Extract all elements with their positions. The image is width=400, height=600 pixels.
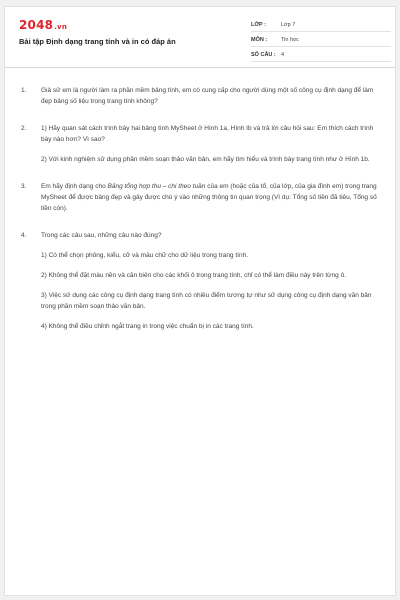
question-text-part: Em hãy định dạng cho <box>41 183 108 190</box>
question-text: Giả sử em là người làm ra phần mềm bảng tính, em có cung cấp cho người dùng một số công cụ định dạng để làm đẹp bảng số liệu trong trang tính không? <box>41 87 374 105</box>
question-text <box>41 181 377 214</box>
question-number: 1. <box>21 87 27 94</box>
meta-label: SỐ CÂU : <box>251 52 276 58</box>
question-subpart: 3) Việc sử dụng các công cụ định dạng trang tính có nhiều điểm tương tự như sử dụng công cụ định dạng văn bản trong phần mềm soạn thảo văn bản. <box>41 292 372 310</box>
question-item <box>21 230 377 332</box>
question-subpart: 2) Với kinh nghiệm sử dụng phần mềm soạn thảo văn bản, em hãy tìm hiểu và trình bày trang tính như ở Hình 1b. <box>41 156 370 163</box>
meta-row-class <box>251 19 391 32</box>
question-text: Trong các câu sau, những câu nào đúng? <box>41 232 162 239</box>
meta-label: LỚP : <box>251 22 266 28</box>
question-text-part: của em (hoặc của tổ, của lớp, của gia đình em) trong trang MySheet để được bảng đẹp và gây được chú ý vào những thông tin quan trọng (Ví dụ: Tổng số tiền đã tiêu, Tổng số tiền còn). <box>41 183 377 212</box>
question-list <box>21 85 377 348</box>
question-subpart: 1) Có thể chọn phông, kiểu, cỡ và màu chữ cho dữ liệu trong trang tính. <box>41 252 249 259</box>
question-body <box>41 181 377 214</box>
question-number: 2. <box>21 125 27 132</box>
meta-row-count <box>251 49 391 62</box>
question-item <box>21 85 377 107</box>
meta-value: 4 <box>281 52 285 58</box>
meta-label: MÔN : <box>251 37 268 43</box>
question-subpart: 2) Không thể đặt màu nền và căn biên cho các khối ô trong trang tính, chỉ có thể làm điều này trên từng ô. <box>41 272 346 279</box>
question-text-emphasis: Bảng tổng hợp thu – chi theo tuần <box>107 183 206 190</box>
meta-row-subject <box>251 34 391 47</box>
meta-value: Lớp 7 <box>281 22 296 28</box>
document-title: Bài tập Định dạng trang tính và in có đáp án <box>19 37 176 46</box>
site-logo[interactable] <box>19 18 67 32</box>
logo-tld: .vn <box>54 23 68 31</box>
question-subpart: 4) Không thể điều chỉnh ngắt trang in trong việc chuẩn bị in các trang tính. <box>41 323 254 330</box>
question-body <box>41 123 377 165</box>
question-item <box>21 123 377 165</box>
question-body <box>41 230 377 332</box>
meta-value: Tin học <box>281 37 299 43</box>
document-page <box>4 6 396 596</box>
document-header <box>5 7 395 68</box>
document-meta <box>251 19 391 64</box>
question-number: 3. <box>21 183 27 190</box>
question-number: 4. <box>21 232 27 239</box>
question-body <box>41 85 377 107</box>
question-item <box>21 181 377 214</box>
question-subpart: 1) Hãy quan sát cách trình bày hai bảng tính MySheet ở Hình 1a, Hình Ib và trả lời câu hỏi sau: Em thích cách trình bày nào hơn? Vì sao? <box>41 125 374 143</box>
logo-text: 2048 <box>19 18 54 32</box>
